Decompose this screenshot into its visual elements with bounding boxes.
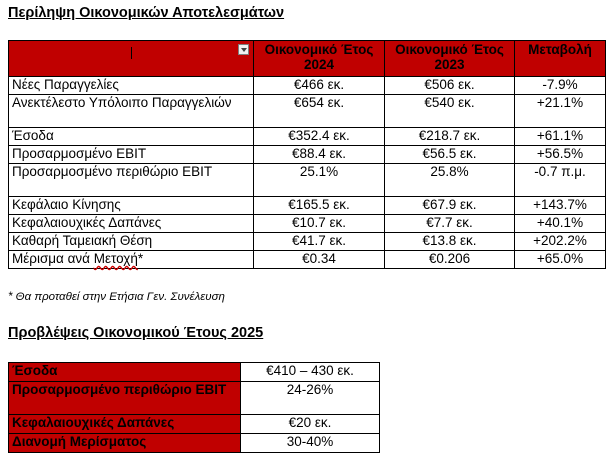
guidance-value: 24-26%: [241, 382, 380, 415]
row-label: Προσαρμοσμένο περιθώριο EBIT: [9, 164, 254, 197]
row-label: Έσοδα: [9, 128, 254, 146]
row-label: Κεφάλαιο Κίνησης: [9, 197, 254, 215]
guidance-label: Κεφαλαιουχικές Δαπάνες: [9, 415, 241, 434]
value-change: +40.1%: [515, 215, 606, 233]
row-label: [9, 251, 254, 269]
value-change: +21.1%: [515, 95, 606, 128]
table-row: [9, 95, 606, 128]
value-2024: €10.7 εκ.: [254, 215, 385, 233]
table-row: [9, 415, 380, 434]
value-2024: €41.7 εκ.: [254, 233, 385, 251]
value-2024: €165.5 εκ.: [254, 197, 385, 215]
footnote: * Θα προταθεί στην Ετήσια Γεν. Συνέλευση: [8, 291, 225, 303]
row-label: Κεφαλαιουχικές Δαπάνες: [9, 215, 254, 233]
value-2023: €218.7 εκ.: [385, 128, 515, 146]
row-label-asterisk: *: [137, 251, 144, 266]
value-2023: €13.8 εκ.: [385, 233, 515, 251]
guidance-label: Διανομή Μερίσματος: [9, 434, 241, 453]
financial-results-table: [8, 40, 606, 269]
value-2024: 25.1%: [254, 164, 385, 197]
value-change: +56.5%: [515, 146, 606, 164]
value-2024: €654 εκ.: [254, 95, 385, 128]
text-cursor: [131, 47, 132, 59]
value-2024: €0.34: [254, 251, 385, 269]
row-label: Νέες Παραγγελίες: [9, 77, 254, 95]
guidance-value: €410 – 430 εκ.: [241, 363, 380, 382]
row-label: Ανεκτέλεστο Υπόλοιπο Παραγγελιών: [9, 95, 254, 128]
value-2023: €540 εκ.: [385, 95, 515, 128]
value-2023: €7.7 εκ.: [385, 215, 515, 233]
header-fy2024: Οικονομικό Έτος 2024: [254, 41, 385, 77]
value-change: +143.7%: [515, 197, 606, 215]
value-2023: 25.8%: [385, 164, 515, 197]
spellcheck-flagged-word[interactable]: Μετοχή: [93, 251, 138, 266]
row-label-main: Μέρισμα ανά: [12, 251, 94, 266]
guidance-value: 30-40%: [241, 434, 380, 453]
value-2023: €0.206: [385, 251, 515, 269]
table-row: [9, 146, 606, 164]
value-2023: €506 εκ.: [385, 77, 515, 95]
table-row: [9, 215, 606, 233]
header-label-column[interactable]: [9, 41, 254, 77]
table-row: [9, 77, 606, 95]
value-2024: €88.4 εκ.: [254, 146, 385, 164]
value-change: +65.0%: [515, 251, 606, 269]
value-2024: €352.4 εκ.: [254, 128, 385, 146]
row-label: Προσαρμοσμένο EBIT: [9, 146, 254, 164]
results-summary-title: Περίληψη Οικονομικών Αποτελεσμάτων: [8, 5, 285, 21]
value-2023: €67.9 εκ.: [385, 197, 515, 215]
guidance-label: Έσοδα: [9, 363, 241, 382]
table-row: [9, 382, 380, 415]
guidance-value: €20 εκ.: [241, 415, 380, 434]
table-row: [9, 363, 380, 382]
table-row: [9, 233, 606, 251]
guidance-table: [8, 362, 380, 453]
filter-dropdown-icon[interactable]: [238, 44, 249, 55]
table-row: [9, 197, 606, 215]
table-row: [9, 434, 380, 453]
table-row: [9, 128, 606, 146]
value-change: -7.9%: [515, 77, 606, 95]
value-2024: €466 εκ.: [254, 77, 385, 95]
row-label: Καθαρή Ταμειακή Θέση: [9, 233, 254, 251]
header-change: Μεταβολή: [515, 41, 606, 77]
value-2023: €56.5 εκ.: [385, 146, 515, 164]
value-change: +61.1%: [515, 128, 606, 146]
value-change: +202.2%: [515, 233, 606, 251]
guidance-label: Προσαρμοσμένο περιθώριο EBIT: [9, 382, 241, 415]
table-row: [9, 164, 606, 197]
table-header-row: [9, 41, 606, 77]
value-change: -0.7 π.μ.: [515, 164, 606, 197]
guidance-title: Προβλέψεις Οικονομικού Έτους 2025: [8, 325, 264, 341]
table-row: [9, 251, 606, 269]
header-fy2023: Οικονομικό Έτος 2023: [385, 41, 515, 77]
